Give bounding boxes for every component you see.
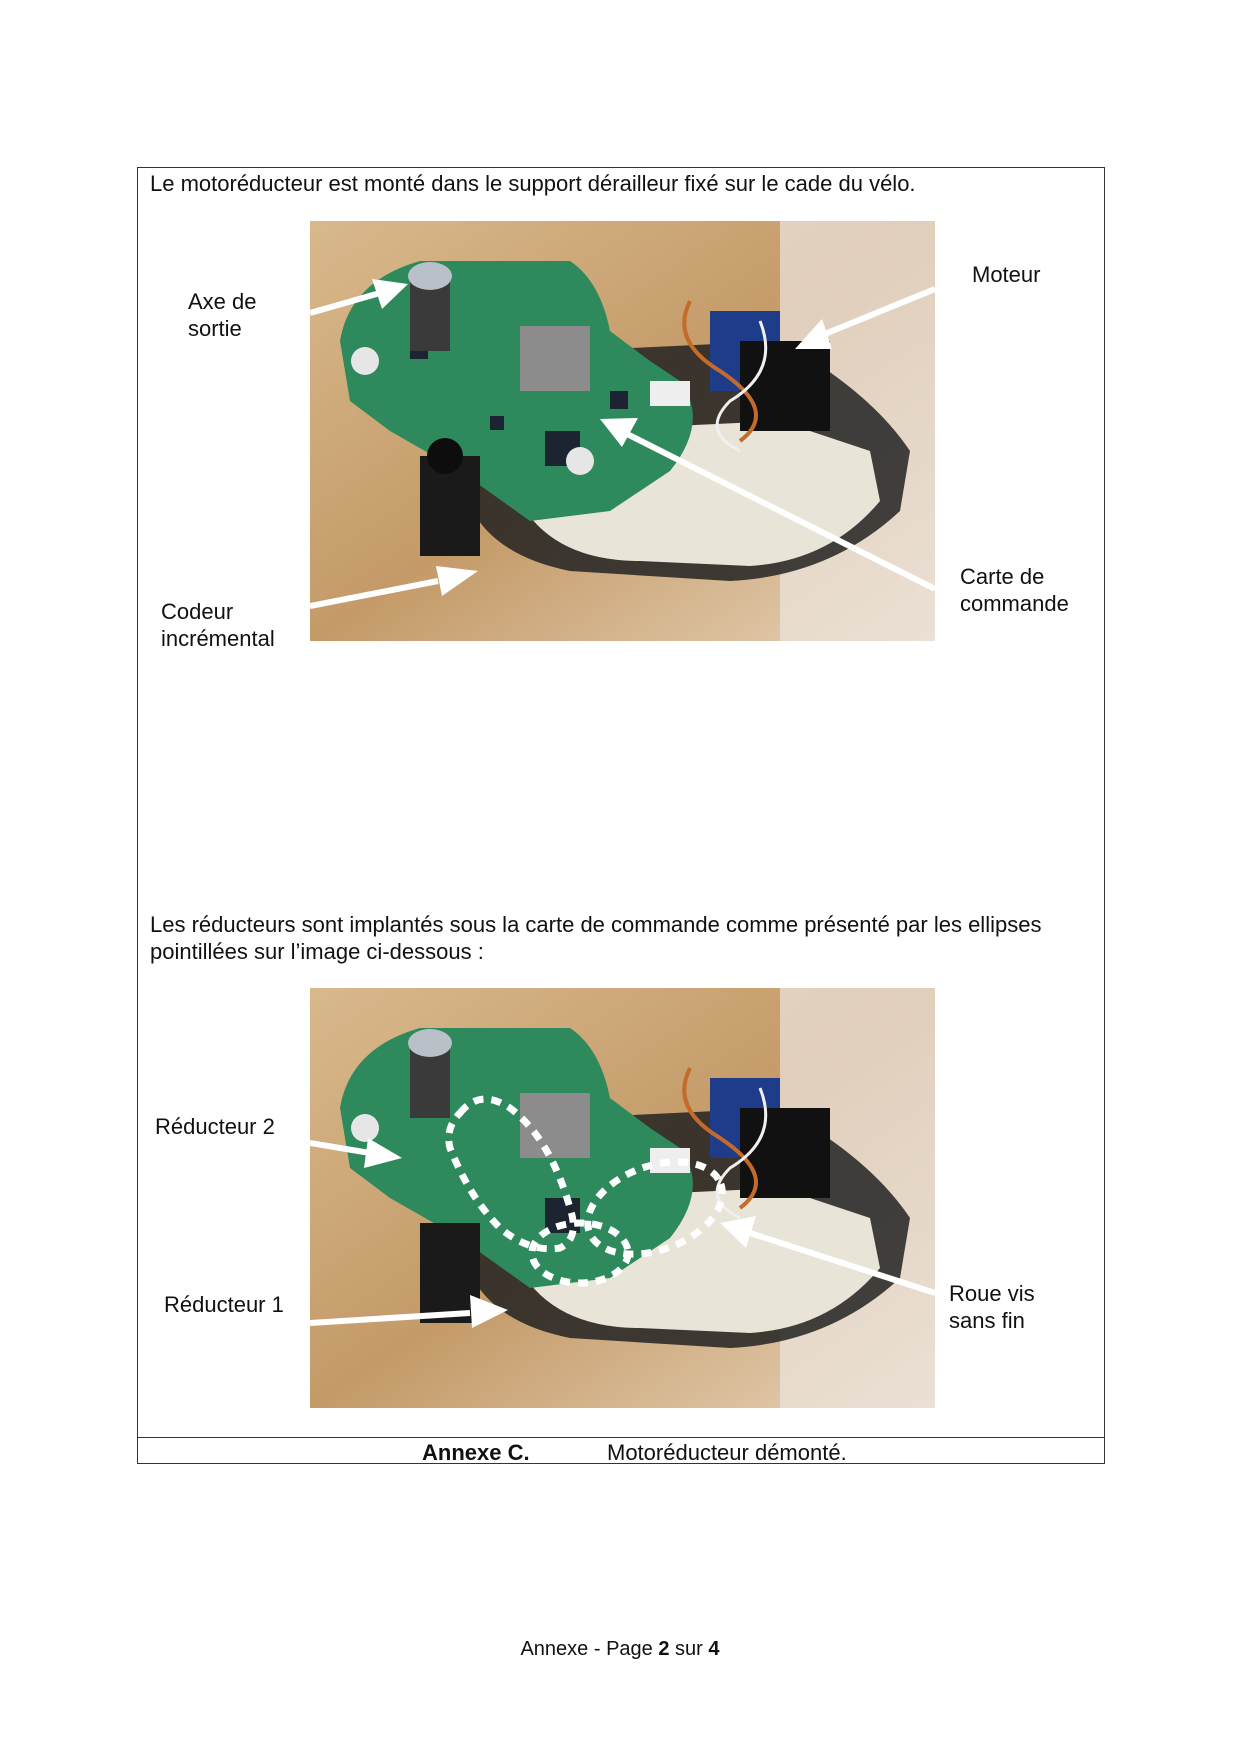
caption-annex: Annexe C.: [422, 1440, 530, 1465]
label-reducteur-1-text: Réducteur 1: [164, 1292, 284, 1317]
annex-frame: [137, 167, 1105, 1464]
footer-page-number: 2: [658, 1638, 670, 1660]
footer-middle: sur: [675, 1638, 703, 1660]
label-reducteur-2-text: Réducteur 2: [155, 1114, 275, 1139]
label-axe-sortie-line1: Axe de: [188, 289, 257, 314]
label-roue-vis: [949, 1280, 1035, 1334]
label-moteur-text: Moteur: [972, 262, 1041, 287]
caption-separator: [138, 1437, 1104, 1438]
label-roue-line1: Roue vis: [949, 1281, 1035, 1306]
second-text-line2: pointillées sur l’image ci-dessous :: [150, 939, 484, 964]
label-carte-line1: Carte de: [960, 564, 1045, 589]
label-carte-commande: [960, 563, 1069, 617]
label-moteur: [972, 261, 1040, 288]
label-codeur-line2: incrémental: [161, 626, 275, 651]
second-text-line1: Les réducteurs sont implantés sous la carte de commande comme présenté par les ellipses: [150, 912, 1042, 937]
label-reducteur-2: [155, 1113, 275, 1140]
footer-total-pages: 4: [708, 1638, 720, 1660]
footer-prefix: Annexe - Page: [520, 1638, 653, 1660]
label-codeur: [161, 598, 275, 652]
label-axe-sortie: [188, 288, 257, 342]
motor-photo-1-image: [310, 221, 935, 641]
label-codeur-line1: Codeur: [161, 599, 234, 624]
motor-photo-2-image: [310, 988, 935, 1408]
label-carte-line2: commande: [960, 591, 1069, 616]
label-reducteur-1: [164, 1291, 284, 1318]
page-footer: [0, 1638, 1240, 1661]
label-roue-line2: sans fin: [949, 1308, 1025, 1333]
second-text: [150, 911, 1041, 965]
motor-photo-1: [310, 221, 935, 641]
intro-text: Le motoréducteur est monté dans le support dérailleur fixé sur le cade du vélo.: [150, 171, 916, 196]
motor-photo-2: [310, 988, 935, 1408]
caption-title: Motoréducteur démonté.: [607, 1440, 847, 1465]
label-axe-sortie-line2: sortie: [188, 316, 242, 341]
